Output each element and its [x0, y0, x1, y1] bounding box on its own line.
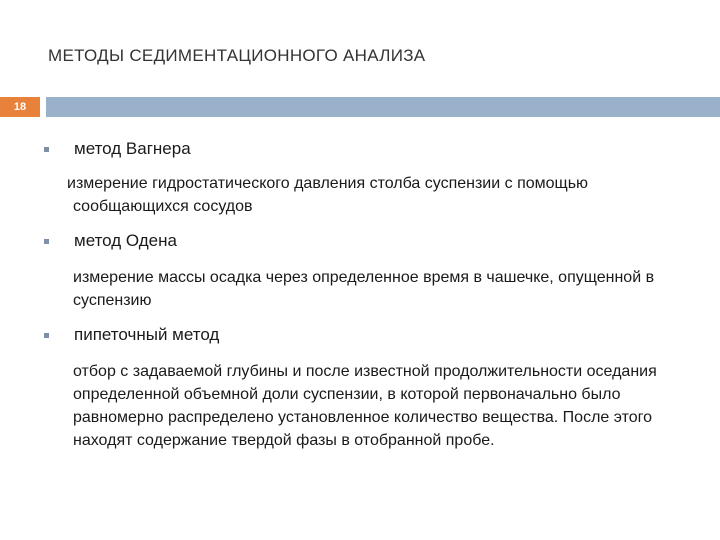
list-item: [40, 230, 690, 312]
method-heading: пипеточный метод: [74, 325, 220, 344]
square-bullet-icon: [44, 239, 49, 244]
slide-content: [40, 138, 690, 452]
square-bullet-icon: [44, 147, 49, 152]
list-item: [40, 138, 690, 218]
method-heading: метод Вагнера: [74, 139, 191, 158]
method-description: отбор с задаваемой глубины и после известной продолжительности оседания определенной объемной доли суспензии, в которой первоначально было равномерно распределено установленное количество вещества. После этого находят содержание твердой фазы в отобранной пробе.: [73, 363, 657, 449]
method-description: измерение массы осадка через определенное время в чашечке, опущенной в суспензию: [73, 269, 655, 309]
square-bullet-icon: [44, 333, 49, 338]
method-description: измерение гидростатического давления столба суспензии с помощью сообщающихся сосудов: [67, 175, 589, 215]
list-item: [40, 324, 690, 452]
slide-title: МЕТОДЫ СЕДИМЕНТАЦИОННОГО АНАЛИЗА: [48, 46, 426, 65]
slide-number-badge: 18: [0, 97, 40, 117]
method-heading: метод Одена: [74, 231, 177, 250]
header-divider-bar: [46, 97, 720, 117]
